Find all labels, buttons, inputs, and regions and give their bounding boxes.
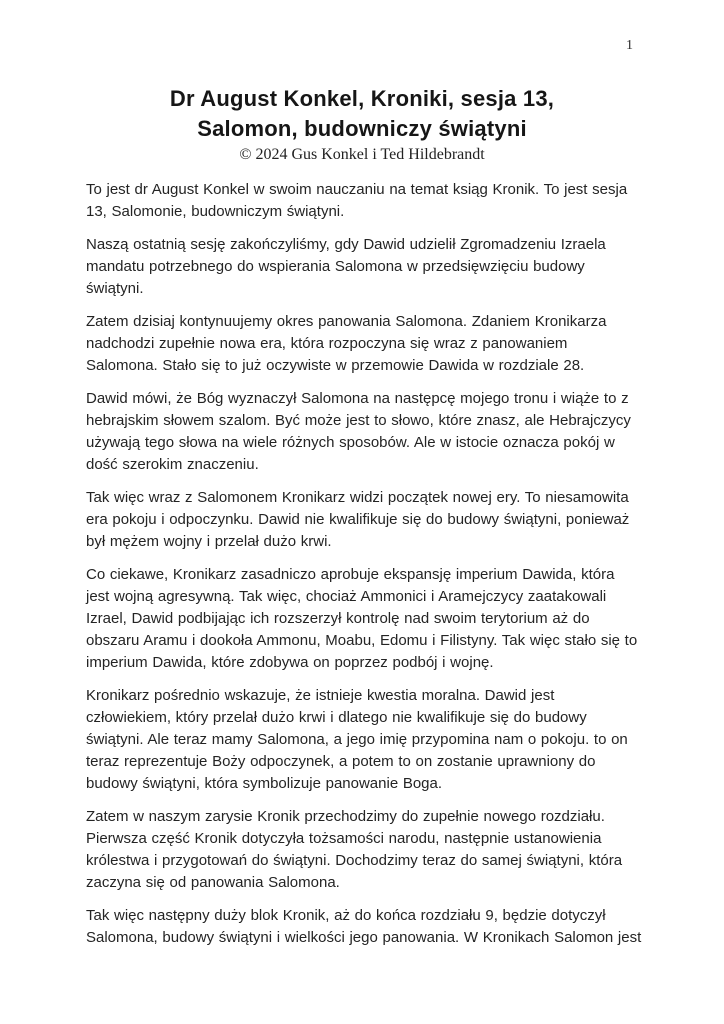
copyright-line: © 2024 Gus Konkel i Ted Hildebrandt: [239, 146, 485, 163]
document-body: [86, 179, 642, 960]
body-paragraph: To jest dr August Konkel w swoim nauczaniu na temat ksiąg Kronik. To jest sesja 13, Salomonie, budowniczym świątyni.: [86, 181, 628, 220]
body-paragraph: Kronikarz pośrednio wskazuje, że istnieje kwestia moralna. Dawid jest człowiekiem, który przelał dużo krwi i dlatego nie kwalifikuje się do budowy świątyni. Ale teraz mamy Salomona, a jego imię przypomina nam o pokoju. to on teraz reprezentuje Boży odpoczynek, a potem to on zostanie uprawniony do budowy świątyni, która symbolizuje panowanie Boga.: [86, 687, 628, 792]
document-title-line-1: Dr August Konkel, Kroniki, sesja 13,: [169, 86, 555, 111]
body-paragraph: Naszą ostatnią sesję zakończyliśmy, gdy Dawid udzielił Zgromadzeniu Izraela mandatu potrzebnego do wspierania Salomona w przedsięwzięciu budowy świątyni.: [86, 236, 606, 297]
page-number: 1: [626, 38, 633, 53]
body-paragraph: Tak więc wraz z Salomonem Kronikarz widzi początek nowej ery. To niesamowita era pokoju i odpoczynku. Dawid nie kwalifikuje się do budowy świątyni, ponieważ był mężem wojny i przelał dużo krwi.: [86, 489, 630, 550]
document-title-line-2: Salomon, budowniczy świątyni: [197, 116, 527, 141]
body-paragraph: Zatem dzisiaj kontynuujemy okres panowania Salomona. Zdaniem Kronikarza nadchodzi zupełnie nowa era, która rozpoczyna się wraz z panowaniem Salomona. Stało się to już oczywiste w przemowie Dawida w rozdziale 28.: [86, 313, 607, 374]
body-paragraph: Zatem w naszym zarysie Kronik przechodzimy do zupełnie nowego rozdziału. Pierwsza część Kronik dotyczyła tożsamości narodu, następnie ustanowienia królestwa i przygotowań do świątyni. Dochodzimy teraz do samej świątyni, która zaczyna się od panowania Salomona.: [86, 808, 623, 891]
body-paragraph: Dawid mówi, że Bóg wyznaczył Salomona na następcę mojego tronu i wiąże to z hebrajskim słowem szalom. Być może jest to słowo, które znasz, ale Hebrajczycy używają tego słowa na wiele różnych sposobów. Ale w istocie oznacza pokój w dość szerokim znaczeniu.: [86, 390, 631, 473]
body-paragraph: Tak więc następny duży blok Kronik, aż do końca rozdziału 9, będzie dotyczył Salomona, budowy świątyni i wielkości jego panowania. W Kronikach Salomon jest: [86, 907, 642, 946]
body-paragraph: Co ciekawe, Kronikarz zasadniczo aprobuje ekspansję imperium Dawida, która jest wojną agresywną. Tak więc, chociaż Ammonici i Aramejczycy zaatakowali Izrael, Dawid podbijając ich rozszerzył kontrolę nad swoim terytorium aż do obszaru Aramu i dookoła Ammonu, Moabu, Edomu i Filistyny. Tak więc stało się to imperium Dawida, które zdobywa on poprzez podbój i wojnę.: [86, 566, 638, 671]
document-header: [84, 84, 640, 165]
